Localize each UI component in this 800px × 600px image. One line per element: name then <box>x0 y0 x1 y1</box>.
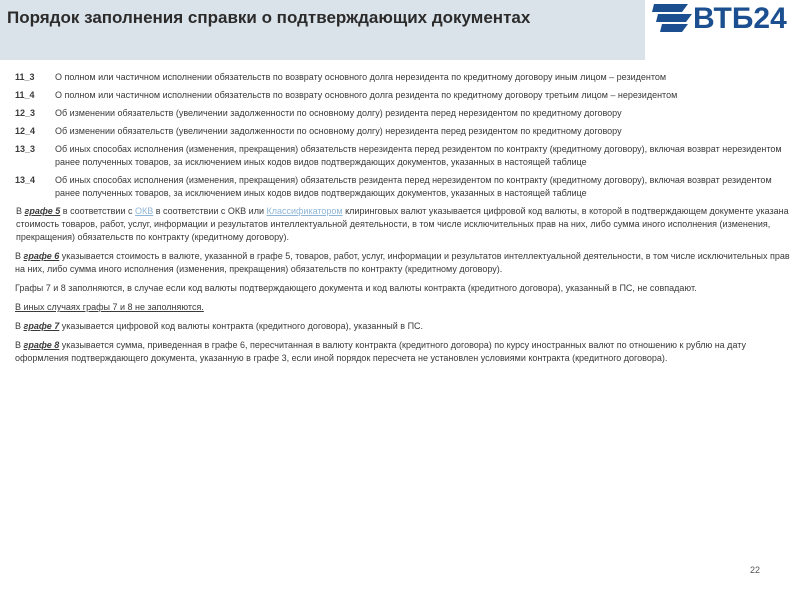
text: В <box>15 251 24 261</box>
code-description: Об иных способах исполнения (изменения, прекращения) обязательств нерезидента перед резидентом по контракту (кредитному договору), включая возврат нерезидентом ранее полученных товаров, за исключением иных кодов видов подтверждающих документов, указанных в настоящей таблице <box>55 144 782 167</box>
code-row <box>15 71 795 84</box>
grafa-6-ref: графе 6 <box>23 251 60 261</box>
code-description: О полном или частичном исполнении обязательств по возврату основного долга нерезидента по кредитному договору иным лицом – резидентом <box>55 72 667 82</box>
code-row <box>15 107 795 120</box>
text: указывается сумма, приведенная в графе 6, пересчитанная в валюту контракта (кредитного договора) по курсу иностранных валют по отношению к рублю на дату оформления подтверждающего документа, указанную в графе 3, если иной порядок пересчета не установлен условиями контракта (кредитного договора). <box>15 340 746 363</box>
code-label: 13_4 <box>15 175 36 185</box>
code-description: Об изменении обязательств (увеличении задолженности по основному долгу) резидента перед нерезидентом по кредитному договору <box>55 108 622 118</box>
header <box>0 0 800 68</box>
code-row <box>15 143 795 169</box>
text: в соответствии с <box>60 206 135 216</box>
classifier-link[interactable]: Классификатором <box>266 206 343 216</box>
page-title: Порядок заполнения справки о подтверждающих документах <box>7 8 531 27</box>
code-label: 12_3 <box>15 108 36 118</box>
code-label: 11_3 <box>15 72 35 82</box>
okv-link[interactable]: ОКВ <box>134 206 154 216</box>
code-row <box>15 125 795 138</box>
code-row <box>15 89 795 102</box>
paragraph-grafy-7-8: Графы 7 и 8 заполняются, в случае если код валюты подтверждающего документа и код валюты контракта (кредитного договора), указанный в ПС, не совпадают. <box>15 283 697 293</box>
vtb24-logo <box>648 0 800 40</box>
code-label: 11_4 <box>15 90 35 100</box>
logo-text: ВТБ24 <box>693 2 787 35</box>
text: клиринговых валют указывается цифровой код валюты, в которой в подтверждающем документе указана стоимость товаров, работ, услуг, информации и результатов интеллектуальной деятельности, в том числе исключительных прав на них, либо сумма иного исполнения (изменения, прекращения) обязательств по контракту (кредитному договору). <box>16 206 789 242</box>
paragraph-grafa-8 <box>15 339 795 365</box>
text: в соответствии с ОКВ или <box>153 206 267 216</box>
paragraph-grafa-6 <box>15 250 795 276</box>
code-description: Об иных способах исполнения (изменения, прекращения) обязательств резидента перед нерезидентом по контракту (кредитному договору), включая возврат резидентом ранее полученных товаров, за исключением иных кодов видов подтверждающих документов, указанных в настоящей таблице <box>55 175 772 198</box>
code-description: Об изменении обязательств (увеличении задолженности по основному долгу) нерезидента перед резидентом по кредитному договору <box>55 126 622 136</box>
code-label: 13_3 <box>15 144 36 154</box>
paragraph-other-cases: В иных случаях графы 7 и 8 не заполняются. <box>15 302 204 312</box>
code-label: 12_4 <box>15 126 36 136</box>
text: В <box>15 340 24 350</box>
vtb-flag-icon <box>652 2 694 36</box>
text: В <box>15 321 24 331</box>
text: указывается стоимость в валюте, указанной в графе 5, товаров, работ, услуг, информации и результатов интеллектуальной деятельности, в том числе исключительных прав на них, либо сумма иного исполнения (изменения, прекращения) обязательств по контракту (кредитному договору). <box>15 251 790 274</box>
text: указывается цифровой код валюты контракта (кредитного договора), указанный в ПС. <box>59 321 424 331</box>
text: В <box>16 206 25 216</box>
paragraph-grafa-5 <box>16 205 795 244</box>
grafa-5-ref: графе 5 <box>24 206 61 216</box>
paragraph-grafa-7 <box>15 320 795 333</box>
page-number: 22 <box>749 565 760 575</box>
code-description: О полном или частичном исполнении обязательств по возврату основного долга резидента по кредитному договору третьим лицом – нерезидентом <box>55 90 678 100</box>
title-band <box>0 0 645 60</box>
code-row <box>15 174 795 200</box>
document-body <box>15 71 795 371</box>
grafa-8-ref: графе 8 <box>23 340 60 350</box>
grafa-7-ref: графе 7 <box>23 321 60 331</box>
